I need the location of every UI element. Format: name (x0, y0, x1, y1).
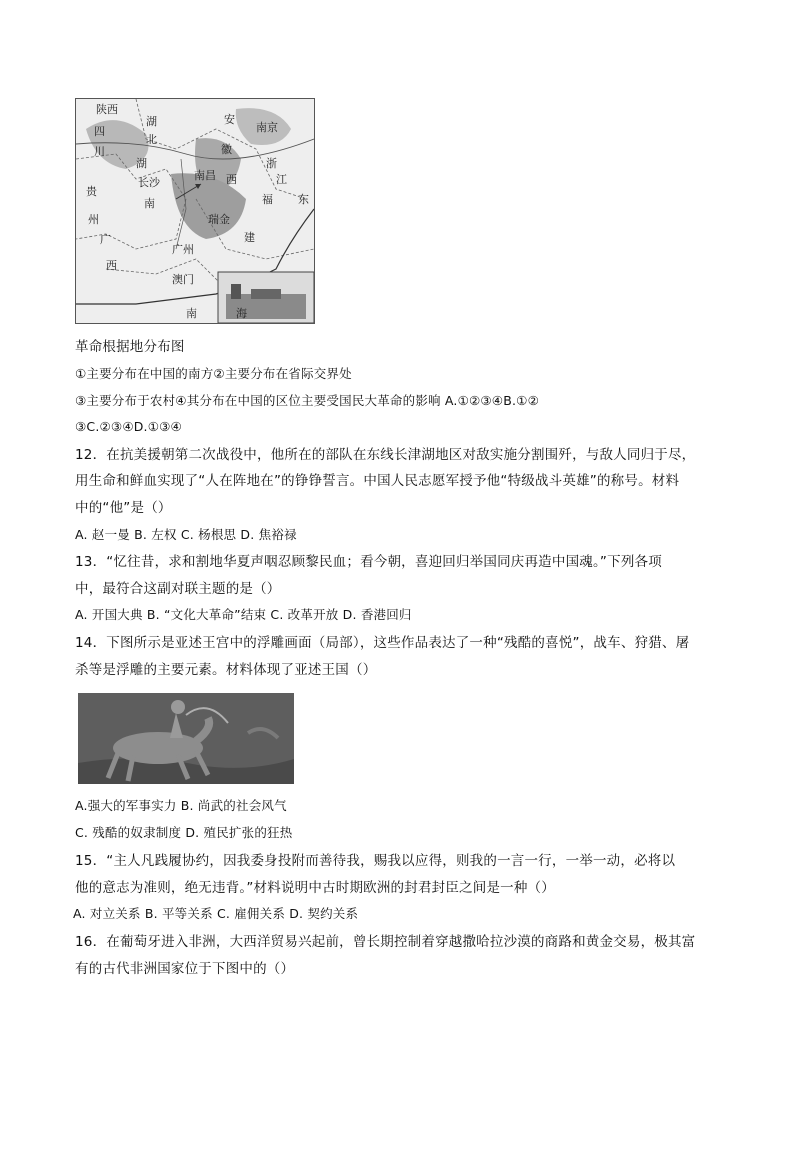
q12-text-3: 中的“他”是（） (75, 500, 172, 516)
q13-text-2: 中，最符合这副对联主题的是（） (75, 581, 281, 597)
map-label: 南 (144, 197, 155, 210)
map-label: 长沙 (138, 176, 160, 189)
map-label: 湖 (146, 115, 157, 128)
q15-text-2: 他的意志为准则，绝无违背。”材料说明中古时期欧洲的封君封臣之间是一种（） (75, 880, 555, 896)
map-label: 贵 (86, 185, 97, 198)
relief-graphic (78, 693, 294, 784)
map-label: 海 (236, 307, 247, 320)
map-caption: 革命根据地分布图 (75, 339, 185, 355)
map-label: 南昌 (194, 169, 216, 182)
map-label: 澳门 (172, 273, 194, 286)
map-label: 西 (106, 259, 117, 272)
map-label: 东 (298, 193, 309, 206)
assyrian-relief-image (78, 693, 294, 784)
map-graphic (76, 99, 314, 323)
q14-choices-1: A.强大的军事实力 B. 尚武的社会风气 (75, 798, 287, 813)
q16-text-1: 16．在葡萄牙进入非洲，大西洋贸易兴起前，曾长期控制着穿越撒哈拉沙漠的商路和黄金交易，极其富 (75, 934, 696, 950)
map-label: 瑞金 (208, 213, 230, 226)
map-label: 北 (146, 133, 157, 146)
q12-text-1: 12．在抗美援朝第二次战役中，他所在的部队在东线长津湖地区对敌实施分割围歼，与敌人同归于尽， (75, 447, 696, 463)
map-label: 浙 (266, 157, 277, 170)
map-label: 江 (276, 173, 287, 186)
map-label: 南京 (256, 121, 278, 134)
q16-text-2: 有的古代非洲国家位于下图中的（） (75, 961, 295, 977)
q12-choices: A. 赵一曼 B. 左权 C. 杨根思 D. 焦裕禄 (75, 527, 297, 542)
q15-text-1: 15．“主人凡践履协约，因我委身投附而善待我，赐我以应得，则我的一言一行，一举一动，必将以 (75, 853, 676, 869)
q14-choices-2: C. 残酷的奴隶制度 D. 殖民扩张的狂热 (75, 825, 293, 840)
map-label: 徽 (221, 143, 232, 156)
q14-text-2: 杀等是浮雕的主要元素。材料体现了亚述王国（） (75, 662, 377, 678)
map-label: 四 (94, 125, 105, 138)
q11-options-line-3: ③C.②③④D.①③④ (75, 419, 182, 434)
map-label: 福 (262, 193, 273, 206)
map-label: 南 (186, 307, 197, 320)
map-label: 西 (226, 173, 237, 186)
map-label: 广 (100, 233, 111, 246)
q13-text-1: 13．“忆往昔，求和割地华夏声咽忍顾黎民血；看今朝，喜迎回归举国同庆再造中国魂。”下列各项 (75, 554, 662, 570)
map-label: 州 (88, 213, 99, 226)
q12-text-2: 用生命和鲜血实现了“人在阵地在”的铮铮誓言。中国人民志愿军授予他“特级战斗英雄”的称号。材料 (75, 473, 680, 489)
q14-text-1: 14．下图所示是亚述王宫中的浮雕画面（局部），这些作品表达了一种“残酷的喜悦”，战车、狩猎、屠 (75, 635, 690, 651)
revolutionary-base-map (75, 98, 315, 324)
q11-options-line-2: ③主要分布于农村④其分布在中国的区位主要受国民大革命的影响 A.①②③④B.①② (75, 393, 539, 408)
map-label: 湖 (136, 157, 147, 170)
map-label: 陕西 (96, 103, 118, 116)
map-label: 建 (244, 231, 255, 244)
map-label: 安 (224, 113, 235, 126)
q15-choices: A. 对立关系 B. 平等关系 C. 雇佣关系 D. 契约关系 (73, 906, 359, 921)
q11-options-line-1: ①主要分布在中国的南方②主要分布在省际交界处 (75, 366, 352, 381)
map-label: 川 (94, 145, 105, 158)
q13-choices: A. 开国大典 B. “文化大革命”结束 C. 改革开放 D. 香港回归 (75, 607, 412, 622)
map-label: 广州 (172, 243, 194, 256)
